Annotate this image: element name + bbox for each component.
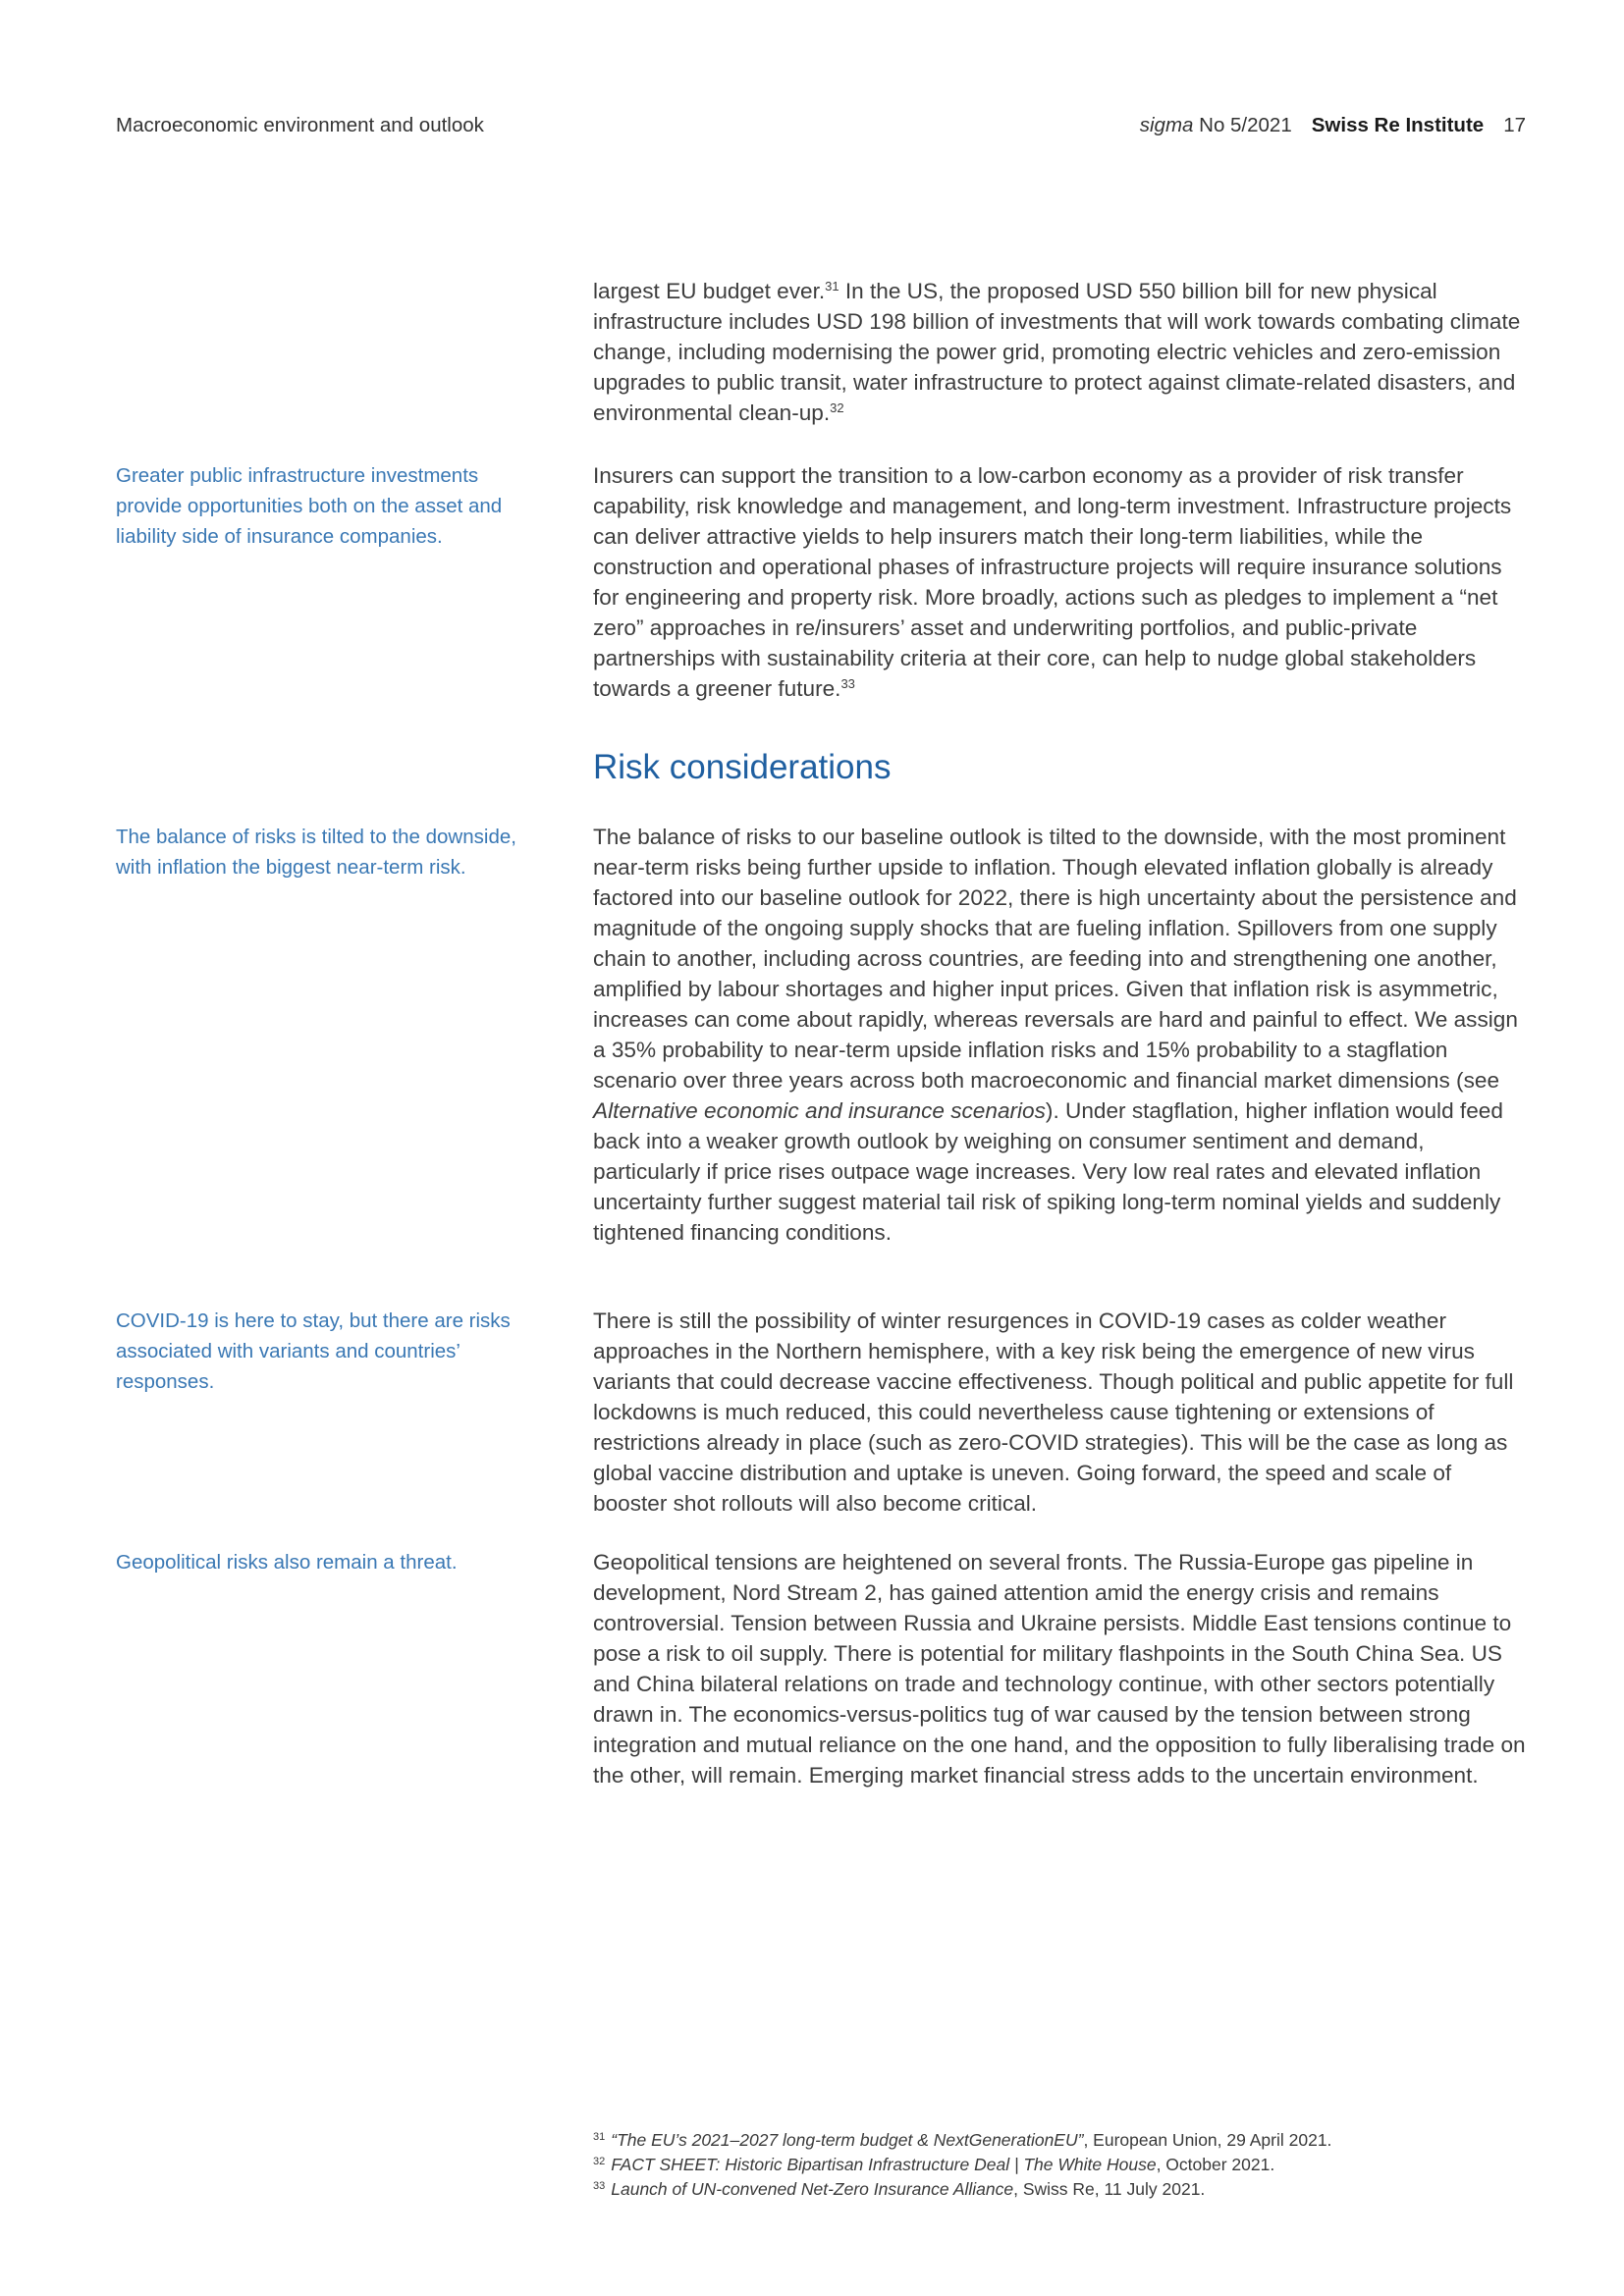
margin-note-infrastructure: Greater public infrastructure investments provide opportunities both on the asset and liability side of insurance companies.: [116, 464, 503, 548]
footnote-32: [593, 2153, 1526, 2177]
margin-note-covid: COVID-19 is here to stay, but there are risks associated with variants and countries’ responses.: [116, 1309, 511, 1393]
footnote-33: [593, 2177, 1526, 2202]
publication-info: [1140, 114, 1526, 137]
body-paragraph-5: Geopolitical tensions are heightened on several fronts. The Russia-Europe gas pipeline in development, Nord Stream 2, has gained attention amid the energy crisis and remains controversial. Tension between Russia and Ukraine persists. Middle East tensions continue to pose a risk to oil supply. There is potential for military flashpoints in the South China Sea. US and China bilateral relations on trade and technology continue, with other sectors potentially drawn in. The economics-versus-politics tug of war caused by the tension between strong integration and mutual reliance on the one hand, and the opposition to fully liberalising trade on the other, will remain. Emerging market financial stress adds to the uncertain environment.: [593, 1550, 1526, 1788]
body-paragraph-2: [593, 460, 1526, 704]
footnote-source: , October 2021.: [1156, 2155, 1275, 2174]
publication-issue: No 5/2021: [1193, 114, 1292, 136]
footnote-31: [593, 2128, 1526, 2153]
footnote-ref: 32: [830, 400, 844, 415]
paragraph-text: In the US, the proposed USD 550 billion bill for new physical infrastructure includes USD 198 billion of investments that will work towards combating climate change, including modernising the power grid, promoting electric vehicles and zero-emission upgrades to public transit, water infrastructure to protect against climate-related disasters, and environmental clean-up.: [593, 279, 1521, 425]
body-paragraph-3: [593, 822, 1526, 1248]
paragraph-text: ). Under stagflation, higher inflation would feed back into a weaker growth outlook by weighing on consumer sentiment and demand, particularly if price rises outpace wage increases. Very low real rates and elevated inflation uncertainty further suggest material tail risk of spiking long-term nominal yields and suddenly tightened financing conditions.: [593, 1098, 1503, 1245]
page-number: 17: [1503, 114, 1526, 136]
margin-note-balance-of-risks: The balance of risks is tilted to the downside, with inflation the biggest near-term risk.: [116, 826, 516, 879]
paragraph-text: largest EU budget ever.: [593, 279, 826, 303]
page-header: [116, 114, 1526, 143]
footnote-title: FACT SHEET: Historic Bipartisan Infrastructure Deal | The White House: [611, 2155, 1157, 2174]
brand-name: Swiss Re Institute: [1311, 114, 1485, 136]
footnote-number: 32: [593, 2156, 606, 2167]
footnote-number: 33: [593, 2180, 606, 2192]
footnote-source: , Swiss Re, 11 July 2021.: [1013, 2179, 1206, 2199]
footnotes: [593, 2128, 1526, 2202]
paragraph-text: Insurers can support the transition to a low-carbon economy as a provider of risk transfer capability, risk knowledge and management, and long-term investment. Infrastructure projects can deliver attractive yields to help insurers match their long-term liabilities, while the construction and operational phases of infrastructure projects will require insurance solutions for engineering and property risk. More broadly, actions such as pledges to implement a “net zero” approaches in re/insurers’ asset and underwriting portfolios, and public-private partnerships with sustainability criteria at their core, can help to nudge global stakeholders towards a greener future.: [593, 463, 1512, 701]
publication-name: sigma: [1139, 114, 1194, 136]
footnote-title: Launch of UN-convened Net-Zero Insurance Alliance: [611, 2179, 1014, 2199]
footnote-title: “The EU’s 2021–2027 long-term budget & NextGenerationEU”: [611, 2130, 1084, 2150]
footnote-number: 31: [593, 2131, 606, 2143]
footnote-ref: 31: [825, 279, 839, 294]
margin-note-geopolitical: Geopolitical risks also remain a threat.: [116, 1551, 458, 1574]
footnote-source: , European Union, 29 April 2021.: [1083, 2130, 1332, 2150]
section-heading-risk-considerations: Risk considerations: [593, 748, 892, 786]
footnote-ref: 33: [840, 676, 855, 691]
section-title: Macroeconomic environment and outlook: [116, 114, 484, 136]
body-paragraph-1: [593, 276, 1526, 428]
cross-reference: Alternative economic and insurance scenarios: [593, 1098, 1046, 1123]
paragraph-text: The balance of risks to our baseline outlook is tilted to the downside, with the most prominent near-term risks being further upside to inflation. Though elevated inflation globally is already factored into our baseline outlook for 2022, there is high uncertainty about the persistence and magnitude of the ongoing supply shocks that are fueling inflation. Spillovers from one supply chain to another, including across countries, are feeding into and strengthening one another, amplified by labour shortages and higher input prices. Given that inflation risk is asymmetric, increases can come about rapidly, whereas reversals are hard and painful to effect. We assign a 35% probability to near-term upside inflation risks and 15% probability to a stagflation scenario over three years across both macroeconomic and financial market dimensions (see: [593, 825, 1518, 1093]
body-paragraph-4: There is still the possibility of winter resurgences in COVID-19 cases as colder weather approaches in the Northern hemisphere, with a key risk being the emergence of new virus variants that could decrease vaccine effectiveness. Though political and public appetite for full lockdowns is much reduced, this could nevertheless cause tightening or extensions of restrictions already in place (such as zero-COVID strategies). This will be the case as long as global vaccine distribution and uptake is uneven. Going forward, the speed and scale of booster shot rollouts will also become critical.: [593, 1308, 1514, 1516]
